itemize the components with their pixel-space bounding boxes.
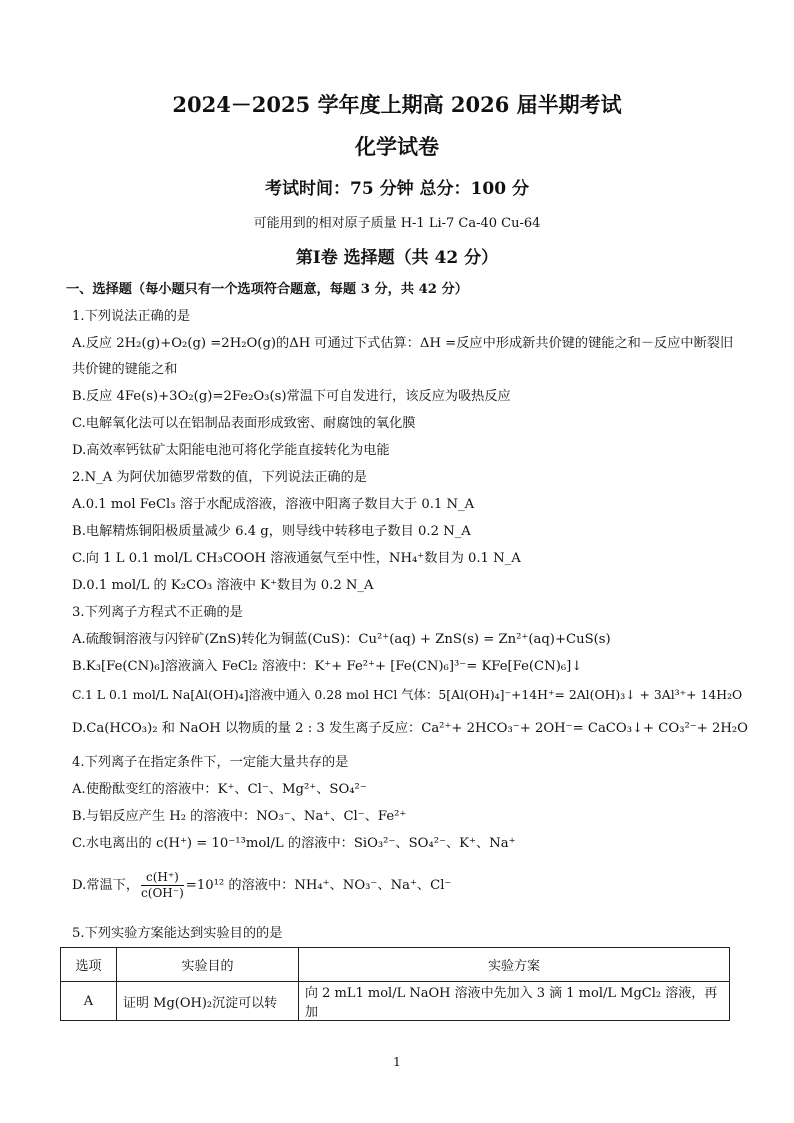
table-cell-option: A <box>61 982 117 1021</box>
fraction-denominator: c(OH⁻) <box>141 886 184 900</box>
q1-option-a-cont: 共价键的键能之和 <box>72 362 178 377</box>
q2-stem: 2.N_A 为阿伏加德罗常数的值，下列说法正确的是 <box>72 470 367 485</box>
q2-option-d: D.0.1 mol/L 的 K₂CO₃ 溶液中 K⁺数目为 0.2 N_A <box>72 578 374 593</box>
q4-option-d <box>72 866 732 906</box>
q4-option-d-suffix: =10¹² 的溶液中：NH₄⁺、NO₃⁻、Na⁺、Cl⁻ <box>185 878 452 893</box>
q4-stem: 4.下列离子在指定条件下，一定能大量共存的是 <box>72 755 349 770</box>
experiment-table <box>60 947 730 1021</box>
section-title: 第Ⅰ卷 选择题（共 42 分） <box>295 248 499 268</box>
exam-title: 2024－2025 学年度上期高 2026 届半期考试 <box>172 92 622 117</box>
table-header-purpose: 实验目的 <box>117 948 299 982</box>
fraction-numerator: c(H⁺) <box>141 870 184 886</box>
table-header-row <box>61 948 730 982</box>
q2-option-b: B.电解精炼铜阳极质量减少 6.4 g，则导线中转移电子数目 0.2 N_A <box>72 524 471 539</box>
exam-info: 考试时间：75 分钟 总分：100 分 <box>265 179 529 199</box>
q5-stem: 5.下列实验方案能达到实验目的的是 <box>72 926 283 941</box>
q4-option-c: C.水电离出的 c(H⁺) = 10⁻¹³mol/L 的溶液中：SiO₃²⁻、SO₄²⁻、K⁺、Na⁺ <box>72 836 516 851</box>
q3-option-c: C.1 L 0.1 mol/L Na[Al(OH)₄]溶液中通入 0.28 mol HCl 气体：5[Al(OH)₄]⁻+14H⁺= 2Al(OH)₃↓ + 3Al³⁺+ 14H₂O <box>72 687 743 702</box>
q1-option-d: D.高效率钙钛矿太阳能电池可将化学能直接转化为电能 <box>72 443 390 458</box>
q1-option-c: C.电解氧化法可以在铝制品表面形成致密、耐腐蚀的氧化膜 <box>72 416 416 431</box>
q1-stem: 1.下列说法正确的是 <box>72 309 191 324</box>
table-header-plan: 实验方案 <box>299 948 730 982</box>
q3-option-a: A.硫酸铜溶液与闪锌矿(ZnS)转化为铜蓝(CuS)：Cu²⁺(aq) + ZnS(s) = Zn²⁺(aq)+CuS(s) <box>72 632 611 647</box>
table-header-option: 选项 <box>61 948 117 982</box>
q1-option-a: A.反应 2H₂(g)+O₂(g) =2H₂O(g)的ΔH 可通过下式估算：ΔH =反应中形成新共价键的键能之和－反应中断裂旧 <box>72 336 734 351</box>
q1-option-b: B.反应 4Fe(s)+3O₂(g)=2Fe₂O₃(s)常温下可自发进行，该反应为吸热反应 <box>72 389 511 404</box>
table-row <box>61 982 730 1021</box>
q3-stem: 3.下列离子方程式不正确的是 <box>72 605 243 620</box>
q3-option-b: B.K₃[Fe(CN)₆]溶液滴入 FeCl₂ 溶液中：K⁺+ Fe²⁺+ [Fe(CN)₆]³⁻= KFe[Fe(CN)₆]↓ <box>72 659 583 674</box>
hydrogen-ratio-fraction <box>141 870 184 901</box>
q4-option-d-prefix: D.常温下， <box>72 878 140 893</box>
section1-heading: 一、选择题（每小题只有一个选项符合题意，每题 3 分，共 42 分） <box>66 282 468 297</box>
subject-title: 化学试卷 <box>355 134 439 159</box>
q2-option-a: A.0.1 mol FeCl₃ 溶于水配成溶液，溶液中阳离子数目大于 0.1 N_A <box>72 497 475 512</box>
atomic-masses: 可能用到的相对原子质量 H-1 Li-7 Ca-40 Cu-64 <box>253 216 541 231</box>
q4-option-b: B.与铝反应产生 H₂ 的溶液中：NO₃⁻、Na⁺、Cl⁻、Fe²⁺ <box>72 809 407 824</box>
table-cell-plan: 向 2 mL1 mol/L NaOH 溶液中先加入 3 滴 1 mol/L MgCl₂ 溶液，再加 <box>299 982 730 1021</box>
table-cell-purpose: 证明 Mg(OH)₂沉淀可以转 <box>117 982 299 1021</box>
q4-option-a: A.使酚酞变红的溶液中：K⁺、Cl⁻、Mg²⁺、SO₄²⁻ <box>72 782 367 797</box>
q3-option-d: D.Ca(HCO₃)₂ 和 NaOH 以物质的量 2 : 3 发生离子反应：Ca²⁺+ 2HCO₃⁻+ 2OH⁻= CaCO₃↓+ CO₃²⁻+ 2H₂O <box>72 721 748 736</box>
page-number: 1 <box>393 1055 401 1069</box>
q2-option-c: C.向 1 L 0.1 mol/L CH₃COOH 溶液通氨气至中性，NH₄⁺数目为 0.1 N_A <box>72 551 521 566</box>
